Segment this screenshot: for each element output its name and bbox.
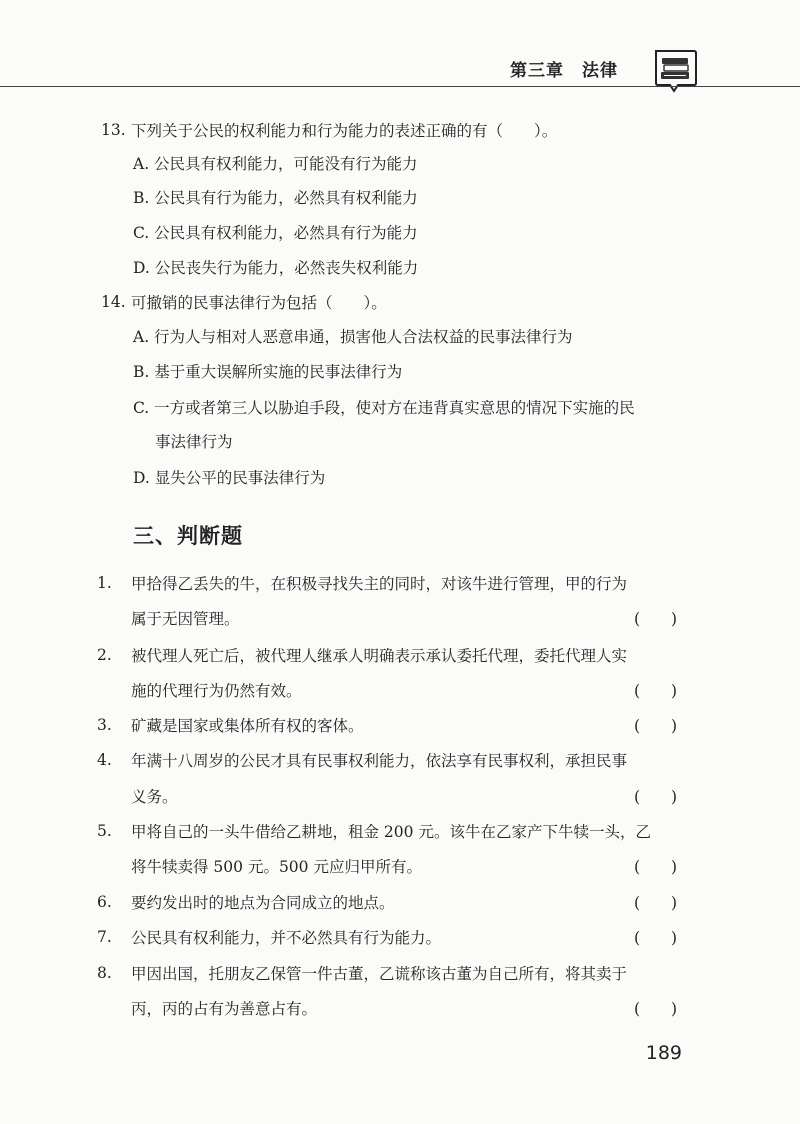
header-divider	[0, 86, 800, 87]
tf-5-answer-blank: ( )	[634, 858, 678, 876]
tf-1-line2: 属于无因管理。	[131, 610, 240, 628]
tf-5-line2: 将牛犊卖得 500 元。500 元应归甲所有。	[131, 858, 422, 876]
tf-1-line1: 甲拾得乙丢失的牛，在积极寻找失主的同时，对该牛进行管理，甲的行为	[131, 575, 628, 593]
tf-2-line2: 施的代理行为仍然有效。	[131, 682, 302, 700]
tf-4-line1: 年满十八周岁的公民才具有民事权利能力，依法享有民事权利，承担民事	[131, 752, 628, 770]
tf-5-line1: 甲将自己的一头牛借给乙耕地，租金 200 元。该牛在乙家产下牛犊一头，乙	[131, 823, 651, 841]
q14-option-b: B. 基于重大误解所实施的民事法律行为	[133, 363, 403, 381]
section-title-true-false: 三、判断题	[133, 524, 243, 548]
tf-2-number: 2.	[97, 646, 112, 664]
tf-8-line2: 丙，丙的占有为善意占有。	[131, 1000, 318, 1018]
tf-6-number: 6.	[97, 893, 112, 911]
q13-option-b: B. 公民具有行为能力，必然具有权利能力	[133, 189, 418, 207]
tf-1-number: 1.	[97, 574, 112, 592]
q13-option-a: A. 公民具有权利能力，可能没有行为能力	[133, 155, 418, 173]
tf-7-line1: 公民具有权利能力，并不必然具有行为能力。	[131, 929, 442, 947]
question-13-stem: 下列关于公民的权利能力和行为能力的表述正确的有（ ）。	[131, 122, 558, 140]
tf-6-answer-blank: ( )	[634, 894, 678, 912]
q14-option-d: D. 显失公平的民事法律行为	[133, 469, 326, 487]
tf-7-number: 7.	[97, 928, 112, 946]
q13-option-c: C. 公民具有权利能力，必然具有行为能力	[133, 224, 418, 242]
tf-8-answer-blank: ( )	[634, 1000, 678, 1018]
tf-3-number: 3.	[97, 716, 112, 734]
tf-7-answer-blank: ( )	[634, 929, 678, 947]
tf-2-answer-blank: ( )	[634, 682, 678, 700]
q13-option-d: D. 公民丧失行为能力，必然丧失权利能力	[133, 259, 419, 277]
tf-5-number: 5.	[97, 822, 112, 840]
tf-4-number: 4.	[97, 751, 112, 769]
tf-1-answer-blank: ( )	[634, 610, 678, 628]
chapter-title: 第三章 法律	[510, 61, 618, 81]
question-13-number: 13.	[101, 121, 126, 139]
tf-8-line1: 甲因出国，托朋友乙保管一件古董，乙谎称该古董为自己所有，将其卖于	[131, 965, 628, 983]
tf-2-line1: 被代理人死亡后，被代理人继承人明确表示承认委托代理，委托代理人实	[131, 647, 628, 665]
tf-8-number: 8.	[97, 964, 112, 982]
q14-option-a: A. 行为人与相对人恶意串通，损害他人合法权益的民事法律行为	[133, 328, 573, 346]
question-14-stem: 可撤销的民事法律行为包括（ ）。	[131, 294, 387, 312]
tf-3-answer-blank: ( )	[634, 717, 678, 735]
page-number: 189	[645, 1042, 682, 1064]
tf-3-line1: 矿藏是国家或集体所有权的客体。	[131, 717, 364, 735]
tf-4-line2: 义务。	[131, 788, 178, 806]
tf-6-line1: 要约发出时的地点为合同成立的地点。	[131, 894, 395, 912]
question-14-number: 14.	[101, 293, 126, 311]
tf-4-answer-blank: ( )	[634, 788, 678, 806]
q14-option-c: C. 一方或者第三人以胁迫手段，使对方在违背真实意思的情况下实施的民	[133, 399, 635, 417]
q14-option-c-continued: 事法律行为	[155, 433, 233, 451]
